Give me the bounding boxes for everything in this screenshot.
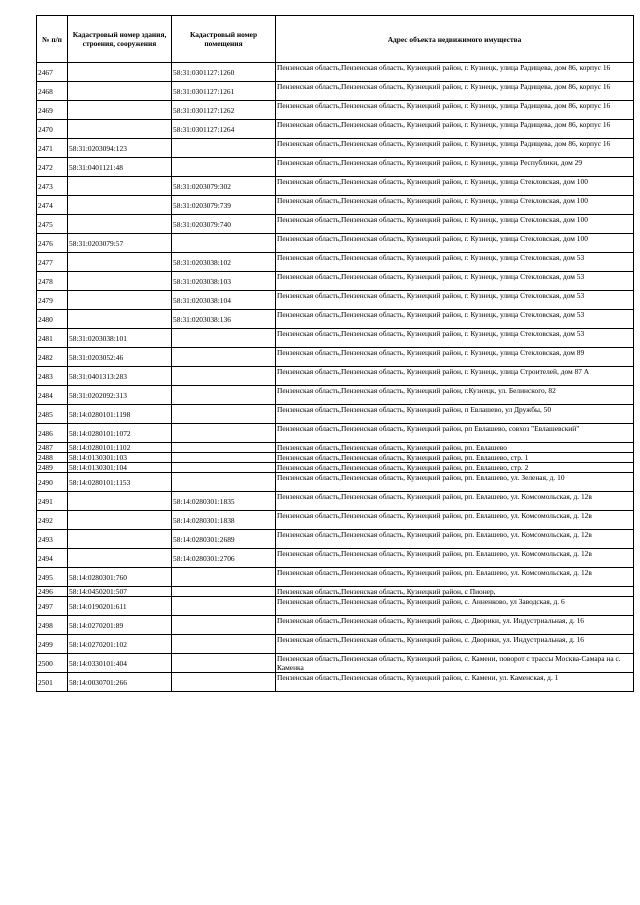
header-num: № п/п [37, 16, 68, 63]
building-cadastral-number: 58:14:0270201:89 [68, 616, 172, 635]
row-number: 2474 [37, 196, 68, 215]
table-row [37, 253, 634, 272]
building-cadastral-number: 58:14:0280301:760 [68, 568, 172, 587]
table-row [37, 158, 634, 177]
table-row [37, 139, 634, 158]
property-address: Пензенская область,Пензенская область, Кузнецкий район, г. Кузнецк, улица Строителей, дом 87 А [276, 367, 634, 386]
row-number: 2470 [37, 120, 68, 139]
building-cadastral-number: 58:14:0450201:507 [68, 587, 172, 597]
property-address: Пензенская область,Пензенская область, Кузнецкий район, г. Кузнецк, улица Радищева, дом 86, корпус 16 [276, 139, 634, 158]
room-cadastral-number [172, 443, 276, 453]
property-address: Пензенская область,Пензенская область, Кузнецкий район, рп. Евлашево, ул. Комсомольская, д. 12в [276, 530, 634, 549]
row-number: 2475 [37, 215, 68, 234]
building-cadastral-number: 58:31:0203052:46 [68, 348, 172, 367]
room-cadastral-number [172, 453, 276, 463]
property-address: Пензенская область,Пензенская область, Кузнецкий район, с. Камени, поворот с трассы Москва-Самара на с. Каменка [276, 654, 634, 673]
room-cadastral-number [172, 463, 276, 473]
row-number: 2493 [37, 530, 68, 549]
property-address: Пензенская область,Пензенская область, Кузнецкий район, г.Кузнецк, ул. Белинского, 82 [276, 386, 634, 405]
table-row [37, 673, 634, 692]
row-number: 2499 [37, 635, 68, 654]
room-cadastral-number: 58:31:0301127:1261 [172, 82, 276, 101]
property-address: Пензенская область,Пензенская область, Кузнецкий район, г. Кузнецк, улица Стекловская, дом 53 [276, 310, 634, 329]
building-cadastral-number [68, 196, 172, 215]
row-number: 2498 [37, 616, 68, 635]
building-cadastral-number [68, 530, 172, 549]
property-address: Пензенская область,Пензенская область, Кузнецкий район, г. Кузнецк, улица Стекловская, дом 53 [276, 253, 634, 272]
property-address: Пензенская область,Пензенская область, Кузнецкий район, г. Кузнецк, улица Стекловская, дом 53 [276, 272, 634, 291]
row-number: 2469 [37, 101, 68, 120]
room-cadastral-number [172, 234, 276, 253]
property-address: Пензенская область,Пензенская область, Кузнецкий район, рп. Евлашево, стр. 2 [276, 463, 634, 473]
row-number: 2501 [37, 673, 68, 692]
table-row [37, 386, 634, 405]
property-address: Пензенская область,Пензенская область, Кузнецкий район, с. Дворики, ул. Индустриальная, д. 16 [276, 616, 634, 635]
table-row [37, 367, 634, 386]
table-row [37, 463, 634, 473]
header-building-cadastral: Кадастровый номер здания, строения, сооружения [68, 16, 172, 63]
row-number: 2491 [37, 492, 68, 511]
building-cadastral-number [68, 101, 172, 120]
row-number: 2481 [37, 329, 68, 348]
building-cadastral-number: 58:31:0203038:101 [68, 329, 172, 348]
table-row [37, 101, 634, 120]
building-cadastral-number: 58:14:0280101:1102 [68, 443, 172, 453]
row-number: 2478 [37, 272, 68, 291]
table-header-row [37, 16, 634, 63]
property-address: Пензенская область,Пензенская область, Кузнецкий район, г. Кузнецк, улица Стекловская, дом 100 [276, 196, 634, 215]
row-number: 2479 [37, 291, 68, 310]
room-cadastral-number: 58:31:0203079:740 [172, 215, 276, 234]
room-cadastral-number [172, 635, 276, 654]
table-row [37, 635, 634, 654]
building-cadastral-number: 58:31:0203079:57 [68, 234, 172, 253]
property-address: Пензенская область,Пензенская область, Кузнецкий район, рп. Евлашево, стр. 1 [276, 453, 634, 463]
property-address: Пензенская область,Пензенская область, Кузнецкий район, с Пионер, [276, 587, 634, 597]
building-cadastral-number [68, 215, 172, 234]
property-address: Пензенская область,Пензенская область, Кузнецкий район, рп. Евлашево, ул. Комсомольская, д. 12в [276, 549, 634, 568]
building-cadastral-number [68, 549, 172, 568]
table-row [37, 549, 634, 568]
room-cadastral-number [172, 139, 276, 158]
room-cadastral-number: 58:31:0203038:104 [172, 291, 276, 310]
row-number: 2495 [37, 568, 68, 587]
room-cadastral-number: 58:31:0203079:739 [172, 196, 276, 215]
room-cadastral-number [172, 329, 276, 348]
row-number: 2494 [37, 549, 68, 568]
building-cadastral-number: 58:31:0202092:313 [68, 386, 172, 405]
row-number: 2485 [37, 405, 68, 424]
table-row [37, 568, 634, 587]
row-number: 2492 [37, 511, 68, 530]
room-cadastral-number [172, 348, 276, 367]
property-address: Пензенская область,Пензенская область, Кузнецкий район, с. Камени, ул. Каменская, д. 1 [276, 673, 634, 692]
property-address: Пензенская область,Пензенская область, Кузнецкий район, г. Кузнецк, улица Стекловская, дом 53 [276, 291, 634, 310]
row-number: 2480 [37, 310, 68, 329]
room-cadastral-number: 58:31:0203038:103 [172, 272, 276, 291]
table-row [37, 616, 634, 635]
table-row [37, 82, 634, 101]
room-cadastral-number [172, 673, 276, 692]
room-cadastral-number [172, 367, 276, 386]
property-address: Пензенская область,Пензенская область, Кузнецкий район, г. Кузнецк, улица Радищева, дом 86, корпус 16 [276, 101, 634, 120]
room-cadastral-number [172, 616, 276, 635]
building-cadastral-number: 58:31:0401121:48 [68, 158, 172, 177]
building-cadastral-number [68, 253, 172, 272]
property-address: Пензенская область,Пензенская область, Кузнецкий район, г. Кузнецк, улица Радищева, дом 86, корпус 16 [276, 120, 634, 139]
building-cadastral-number: 58:14:0280101:1153 [68, 473, 172, 492]
building-cadastral-number: 58:14:0030701:266 [68, 673, 172, 692]
document-page [36, 15, 633, 692]
building-cadastral-number: 58:14:0130301:104 [68, 463, 172, 473]
property-address: Пензенская область,Пензенская область, Кузнецкий район, г. Кузнецк, улица Радищева, дом 86, корпус 16 [276, 63, 634, 82]
table-row [37, 291, 634, 310]
property-registry-table [36, 15, 634, 692]
room-cadastral-number: 58:31:0203038:136 [172, 310, 276, 329]
room-cadastral-number [172, 473, 276, 492]
building-cadastral-number: 58:31:0401313:283 [68, 367, 172, 386]
building-cadastral-number: 58:14:0190201:611 [68, 597, 172, 616]
property-address: Пензенская область,Пензенская область, Кузнецкий район, с. Анненково, ул Заводская, д. 6 [276, 597, 634, 616]
row-number: 2490 [37, 473, 68, 492]
room-cadastral-number [172, 405, 276, 424]
row-number: 2488 [37, 453, 68, 463]
room-cadastral-number: 58:31:0203038:102 [172, 253, 276, 272]
row-number: 2472 [37, 158, 68, 177]
table-row [37, 329, 634, 348]
row-number: 2477 [37, 253, 68, 272]
row-number: 2497 [37, 597, 68, 616]
table-row [37, 530, 634, 549]
property-address: Пензенская область,Пензенская область, Кузнецкий район, г. Кузнецк, улица Стекловская, дом 100 [276, 234, 634, 253]
building-cadastral-number: 58:14:0270201:102 [68, 635, 172, 654]
room-cadastral-number: 58:14:0280301:1838 [172, 511, 276, 530]
building-cadastral-number: 58:31:0203094:123 [68, 139, 172, 158]
table-row [37, 453, 634, 463]
table-row [37, 63, 634, 82]
row-number: 2487 [37, 443, 68, 453]
building-cadastral-number [68, 291, 172, 310]
property-address: Пензенская область,Пензенская область, Кузнецкий район, с. Дворики, ул. Индустриальная, д. 16 [276, 635, 634, 654]
property-address: Пензенская область,Пензенская область, Кузнецкий район, п Евлашево, ул Дружбы, 50 [276, 405, 634, 424]
header-room-cadastral: Кадастровый номер помещения [172, 16, 276, 63]
property-address: Пензенская область,Пензенская область, Кузнецкий район, г. Кузнецк, улица Стекловская, дом 100 [276, 215, 634, 234]
table-row [37, 177, 634, 196]
table-row [37, 405, 634, 424]
table-row [37, 473, 634, 492]
table-row [37, 120, 634, 139]
property-address: Пензенская область,Пензенская область, Кузнецкий район, г. Кузнецк, улица Стекловская, дом 100 [276, 177, 634, 196]
room-cadastral-number: 58:31:0301127:1264 [172, 120, 276, 139]
building-cadastral-number [68, 272, 172, 291]
room-cadastral-number [172, 587, 276, 597]
room-cadastral-number [172, 597, 276, 616]
table-row [37, 310, 634, 329]
table-row [37, 196, 634, 215]
building-cadastral-number [68, 511, 172, 530]
room-cadastral-number [172, 654, 276, 673]
row-number: 2467 [37, 63, 68, 82]
building-cadastral-number [68, 82, 172, 101]
room-cadastral-number [172, 424, 276, 443]
table-row [37, 234, 634, 253]
row-number: 2476 [37, 234, 68, 253]
table-row [37, 443, 634, 453]
property-address: Пензенская область,Пензенская область, Кузнецкий район, рп. Евлашево, ул. Комсомольская, д. 12в [276, 492, 634, 511]
row-number: 2473 [37, 177, 68, 196]
header-address: Адрес объекта недвижимого имущества [276, 16, 634, 63]
row-number: 2500 [37, 654, 68, 673]
building-cadastral-number [68, 120, 172, 139]
row-number: 2496 [37, 587, 68, 597]
property-address: Пензенская область,Пензенская область, Кузнецкий район, рп Евлашево, совхоз "Евлашевский" [276, 424, 634, 443]
property-address: Пензенская область,Пензенская область, Кузнецкий район, рп. Евлашево, ул. Комсомольская, д. 12в [276, 568, 634, 587]
table-row [37, 511, 634, 530]
room-cadastral-number: 58:14:0280301:2706 [172, 549, 276, 568]
table-row [37, 587, 634, 597]
row-number: 2483 [37, 367, 68, 386]
table-row [37, 215, 634, 234]
table-row [37, 348, 634, 367]
building-cadastral-number: 58:14:0330101:404 [68, 654, 172, 673]
room-cadastral-number [172, 568, 276, 587]
table-row [37, 272, 634, 291]
room-cadastral-number: 58:31:0301127:1260 [172, 63, 276, 82]
row-number: 2471 [37, 139, 68, 158]
building-cadastral-number [68, 177, 172, 196]
table-row [37, 492, 634, 511]
property-address: Пензенская область,Пензенская область, Кузнецкий район, г. Кузнецк, улица Стекловская, дом 89 [276, 348, 634, 367]
room-cadastral-number: 58:31:0203079:302 [172, 177, 276, 196]
building-cadastral-number: 58:14:0280101:1198 [68, 405, 172, 424]
building-cadastral-number: 58:14:0280101:1072 [68, 424, 172, 443]
row-number: 2486 [37, 424, 68, 443]
row-number: 2482 [37, 348, 68, 367]
building-cadastral-number [68, 310, 172, 329]
property-address: Пензенская область,Пензенская область, Кузнецкий район, г. Кузнецк, улица Радищева, дом 86, корпус 16 [276, 82, 634, 101]
building-cadastral-number: 58:14:0130301:103 [68, 453, 172, 463]
room-cadastral-number [172, 158, 276, 177]
table-row [37, 424, 634, 443]
building-cadastral-number [68, 492, 172, 511]
room-cadastral-number: 58:14:0280301:2689 [172, 530, 276, 549]
property-address: Пензенская область,Пензенская область, Кузнецкий район, рп. Евлашево, ул. Комсомольская, д. 12в [276, 511, 634, 530]
table-body [37, 63, 634, 692]
property-address: Пензенская область,Пензенская область, Кузнецкий район, рп. Евлашево [276, 443, 634, 453]
room-cadastral-number: 58:31:0301127:1262 [172, 101, 276, 120]
room-cadastral-number [172, 386, 276, 405]
table-row [37, 597, 634, 616]
row-number: 2489 [37, 463, 68, 473]
property-address: Пензенская область,Пензенская область, Кузнецкий район, г. Кузнецк, улица Республики, дом 29 [276, 158, 634, 177]
property-address: Пензенская область,Пензенская область, Кузнецкий район, рп. Евлашево, ул. Зеленая, д. 10 [276, 473, 634, 492]
table-row [37, 654, 634, 673]
row-number: 2484 [37, 386, 68, 405]
property-address: Пензенская область,Пензенская область, Кузнецкий район, г. Кузнецк, улица Стекловская, дом 53 [276, 329, 634, 348]
room-cadastral-number: 58:14:0280301:1835 [172, 492, 276, 511]
row-number: 2468 [37, 82, 68, 101]
building-cadastral-number [68, 63, 172, 82]
